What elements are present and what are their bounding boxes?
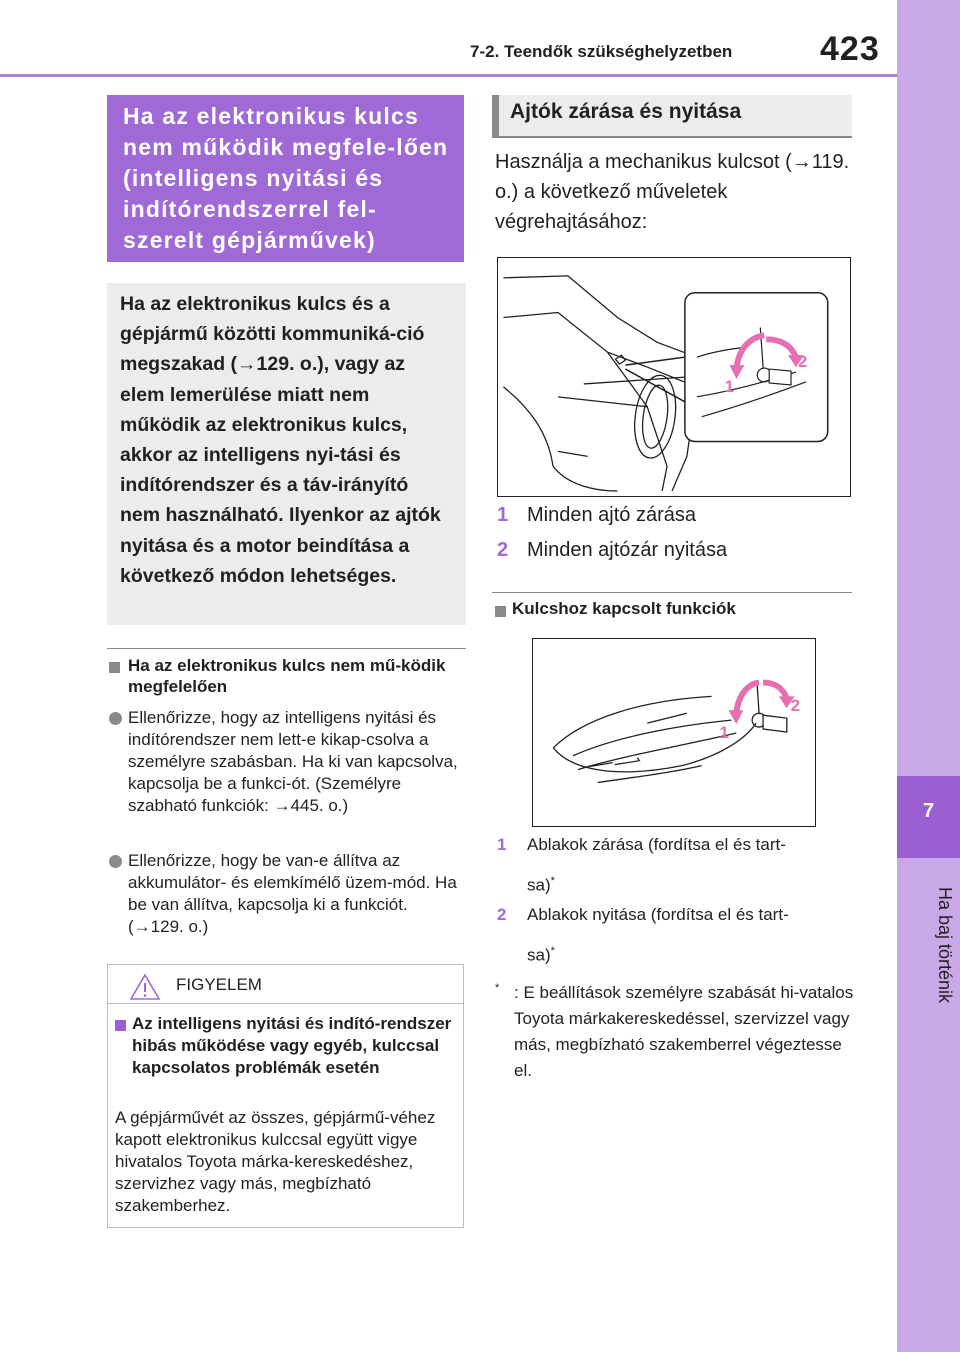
key-step-1-cont: sa) <box>527 875 551 895</box>
step-1-number: 1 <box>497 504 509 526</box>
square-bullet-icon <box>495 604 506 622</box>
section-heading: 7-2. Teendők szükséghelyzetben <box>470 42 733 61</box>
chapter-number: 7 <box>922 800 935 822</box>
key-window-figure <box>532 638 816 827</box>
warning-body: A gépjárművét az összes, gépjármű-véhez kapott elektronikus kulccsal együtt vigye hivatalos Toyota márka-kereskedéshez, szervizhez vagy más, megbízható szakemberhez. <box>115 1108 436 1215</box>
warning-subheading: Az intelligens nyitási és indító-rendszer hibás működése vagy egyéb, kulccsal kapcsolatos problémák esetén <box>132 1014 452 1077</box>
fig1-label-2: 2 <box>797 352 808 372</box>
square-bullet-icon <box>109 660 120 678</box>
left-subheading: Ha az elektronikus kulcs nem mű-ködik megfelelően <box>128 656 446 696</box>
step-2-number: 2 <box>497 539 509 561</box>
round-bullet-icon <box>109 855 122 873</box>
left-bullet-1: Ellenőrizze, hogy az intelligens nyitási és indítórendszer nem lett-e kikap-csolva a személyre szabásban. Ha ki van kapcsolva, kapcsolja be a funkci-ót. (Személyre szabható funkciók: →445. o.) <box>128 708 458 815</box>
step-2-text: Minden ajtózár nyitása <box>527 539 728 561</box>
left-divider <box>107 648 466 649</box>
warning-label: FIGYELEM <box>176 975 262 994</box>
key-step-2-cont: sa) <box>527 945 551 965</box>
right-intro: Használja a mechanikus kulcsot (→119. o.) a következő műveletek végrehajtásához: <box>495 151 850 233</box>
key-step-2-number: 2 <box>497 905 507 924</box>
fig2-label-2: 2 <box>790 696 801 716</box>
key-step-2-text: Ablakok nyitása (fordítsa el és tart- <box>527 905 789 924</box>
round-bullet-icon <box>109 712 122 730</box>
warning-header-rule <box>107 1003 464 1004</box>
right-title-rule <box>492 136 852 138</box>
page-number: 423 <box>820 30 880 68</box>
header-rule <box>0 74 897 77</box>
left-bullet-2: Ellenőrizze, hogy be van-e állítva az akkumulátor- és elemkímélő üzem-mód. Ha be van állítva, kapcsolja ki a funkciót. (→129. o.) <box>128 851 457 936</box>
right-divider <box>492 592 852 593</box>
key-step-1-number: 1 <box>497 835 507 854</box>
footnote <box>495 975 855 1084</box>
step-2 <box>497 539 727 562</box>
step-1-text: Minden ajtó zárása <box>527 504 696 526</box>
right-title: Ajtók zárása és nyitása <box>510 100 742 123</box>
left-title: Ha az elektronikus kulcs nem működik megfele-lően (intelligens nyitási és indítórendszerrel fel-szerelt gépjárművek) <box>123 103 449 253</box>
right-title-accent <box>492 95 499 138</box>
left-intro: Ha az elektronikus kulcs és a gépjármű közötti kommuniká-ció megszakad (→129. o.), vagy az elem lemerülése miatt nem működik az elektronikus kulcs, akkor az intelligens nyi-tási és indítórendszer és a táv-irányító nem használható. Ilyenkor az ajtók nyitása és a motor beindítása a következő módon lehetséges. <box>120 293 441 587</box>
footnote-text: : E beállítások személyre szabását hi-vatalos Toyota márkakereskedéssel, szervizzel vagy más, megbízható szakemberrel végeztesse el. <box>514 982 854 1080</box>
warning-triangle-icon <box>129 973 161 1001</box>
step-1 <box>497 504 696 527</box>
left-intro-box <box>107 283 466 625</box>
key-step-1 <box>497 827 786 904</box>
chapter-sidebar <box>897 0 960 1352</box>
fig1-label-1: 1 <box>724 376 734 396</box>
fig2-label-1: 1 <box>719 722 729 742</box>
chapter-label: Ha baj történik <box>935 886 955 1004</box>
key-step-1-text: Ablakok zárása (fordítsa el és tart- <box>527 835 786 854</box>
key-step-2-mark: * <box>550 945 555 957</box>
square-bullet-icon <box>115 1018 126 1036</box>
key-step-2 <box>497 897 789 974</box>
right-subheading: Kulcshoz kapcsolt funkciók <box>512 599 736 618</box>
footnote-star: * <box>495 982 500 994</box>
left-title-box <box>107 95 464 262</box>
door-lock-figure <box>497 257 851 497</box>
key-step-1-mark: * <box>550 875 555 887</box>
